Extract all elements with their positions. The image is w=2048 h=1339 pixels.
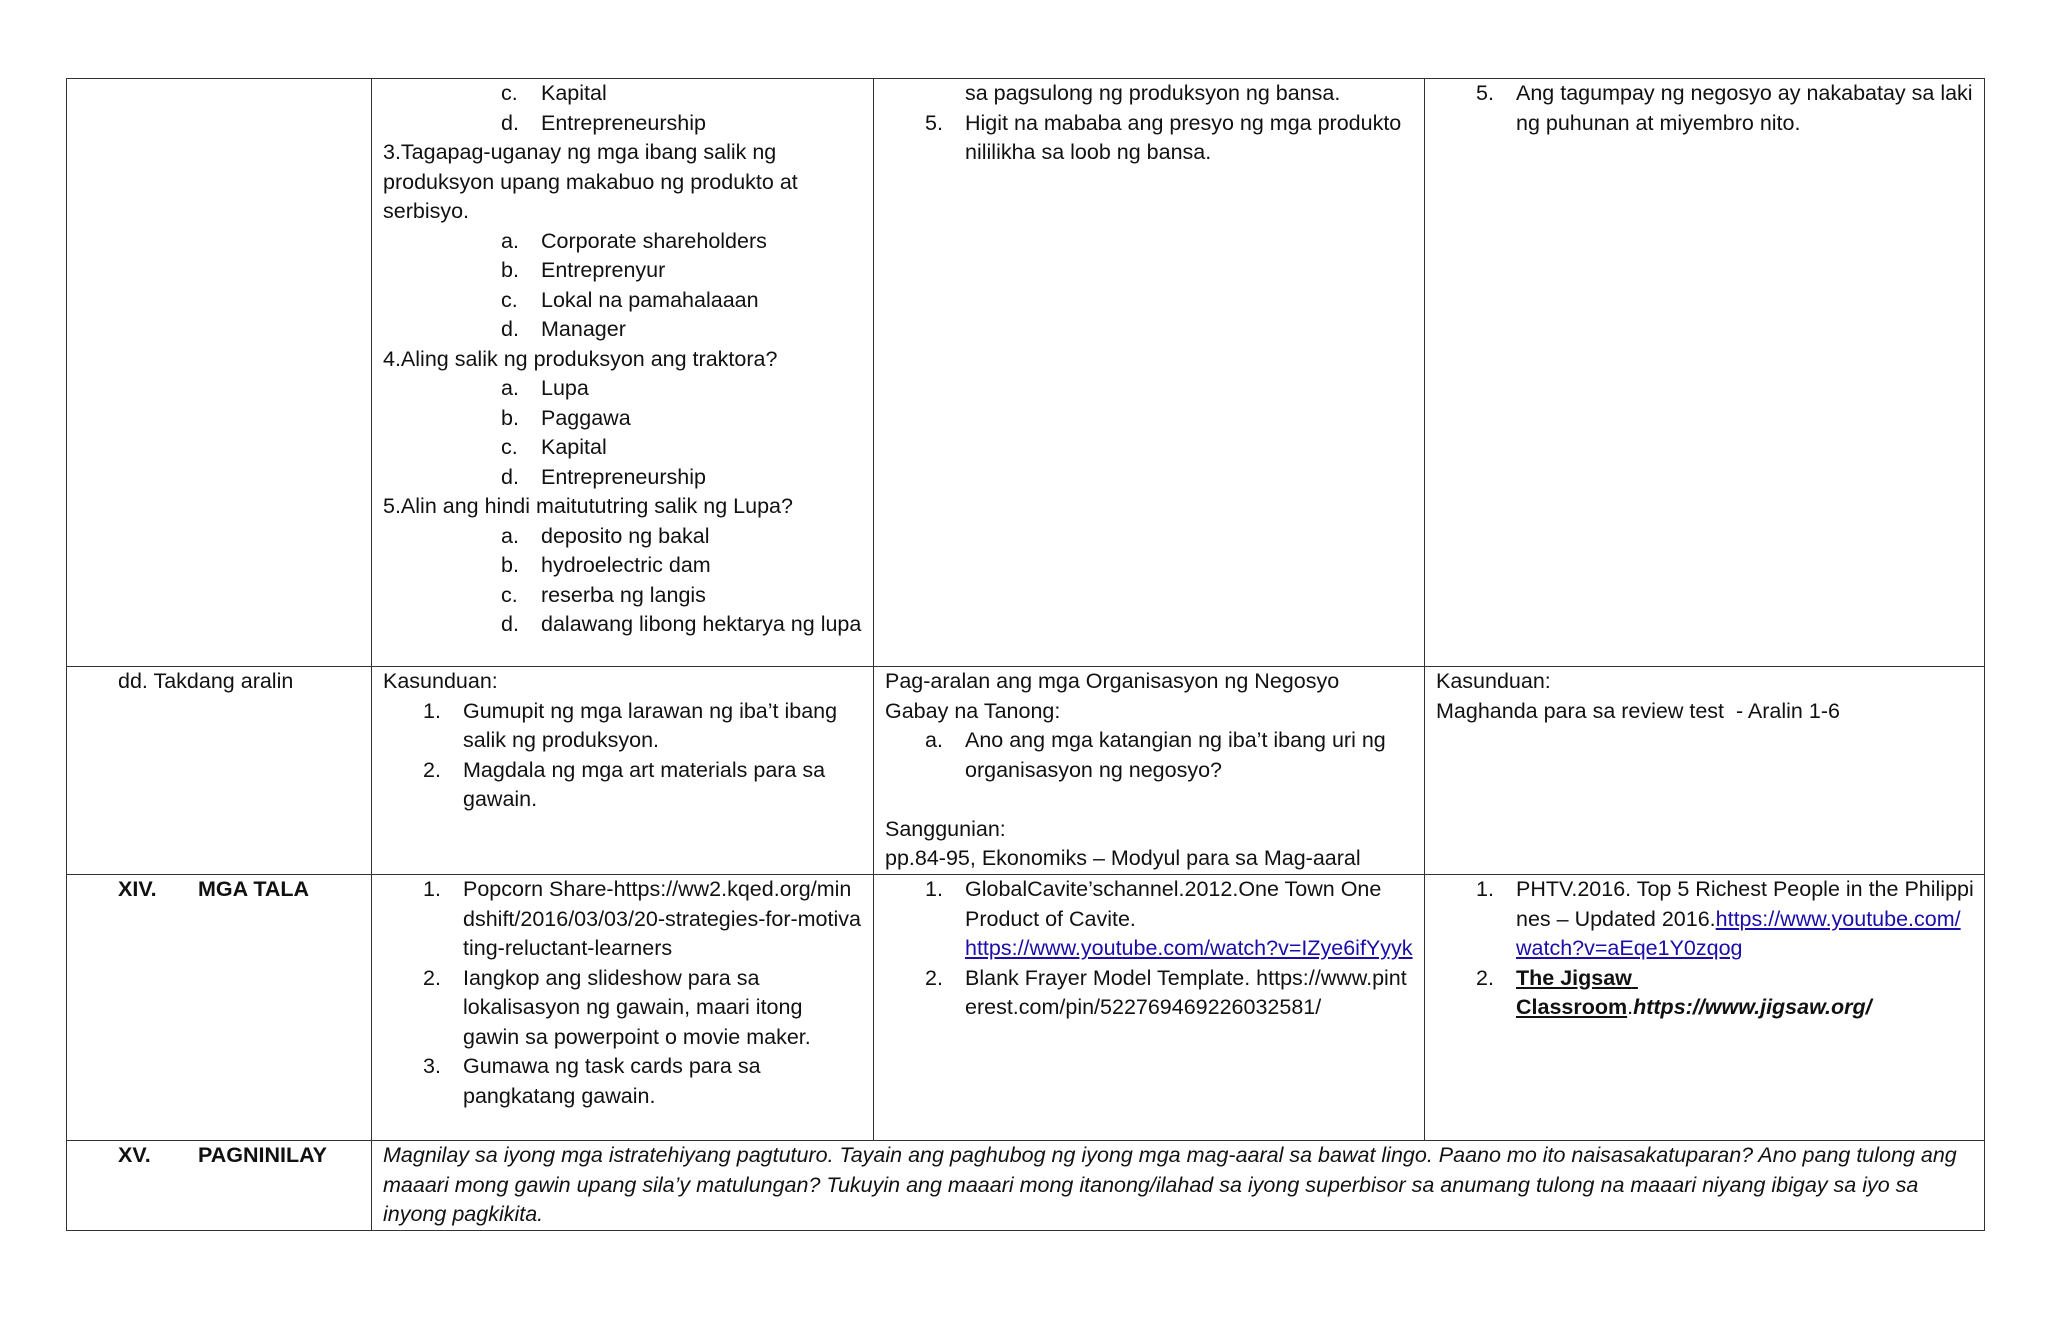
quiz-option xyxy=(383,79,863,109)
quiz-question-text: 5.Alin ang hindi maitututring salik ng Lupa? xyxy=(383,494,793,518)
quiz-question-text: 3.Tagapag-uganay ng mga ibang salik ng produksyon upang makabuo ng produkto at serbisyo. xyxy=(383,140,804,223)
reference-text: pp.84-95, Ekonomiks – Modyul para sa Mag-aaral xyxy=(885,846,1361,870)
assignment-instruction: Pag-aralan ang mga Organisasyon ng Negosyo xyxy=(885,669,1340,693)
mga-tala-col3-cell xyxy=(874,875,1425,1141)
list-item-text: Ang tagumpay ng negosyo ay nakabatay sa laki ng puhunan at miyembro nito. xyxy=(1516,81,1979,135)
list-item-text: Higit na mababa ang presyo ng mga produkto nililikha sa loob ng bansa. xyxy=(965,110,1408,164)
quiz-row-label-cell xyxy=(67,79,372,667)
section-title: MGA TALA xyxy=(198,877,310,901)
quiz-col2-list xyxy=(383,79,863,640)
quiz-row xyxy=(67,79,1985,667)
quiz-option xyxy=(383,227,863,257)
list-marker: 2. xyxy=(925,965,943,990)
option-text: Paggawa xyxy=(541,405,631,430)
list-item-text: GlobalCavite’schannel.2012.One Town One Product of Cavite. xyxy=(965,877,1388,931)
list-marker: a. xyxy=(925,728,943,752)
roman-numeral: XIV. xyxy=(118,877,157,901)
list-marker: 1. xyxy=(1476,877,1494,901)
list-item-text: Iangkop ang slideshow para sa lokalisasyon ng gawain, maari itong gawin sa powerpoint o movie maker. xyxy=(463,965,811,1049)
quiz-option xyxy=(383,256,863,286)
quiz-question xyxy=(383,492,863,522)
row-label xyxy=(78,1141,361,1171)
guide-question-title: Gabay na Tanong: xyxy=(885,698,1061,723)
list-item xyxy=(885,875,1414,964)
spacer xyxy=(885,785,1414,815)
option-marker: d. xyxy=(501,464,519,489)
mga-tala-label-cell xyxy=(67,875,372,1141)
quiz-option xyxy=(383,522,863,552)
takdang-aralin-col2-cell xyxy=(372,667,874,875)
mga-tala-row xyxy=(67,875,1985,1141)
list-item xyxy=(383,697,863,756)
list-item-text: sa pagsulong ng produksyon ng bansa. xyxy=(965,81,1341,105)
list-marker: 2. xyxy=(423,757,441,782)
quiz-option xyxy=(383,581,863,611)
roman-numeral: XV. xyxy=(118,1143,151,1167)
mga-tala-col2-cell xyxy=(372,875,874,1141)
option-text: deposito ng bakal xyxy=(541,523,710,548)
reference-text: PHTV.2016. Top 5 Richest People in the Philippines – Updated 2016. xyxy=(1516,877,1974,931)
option-text: Manager xyxy=(541,317,626,341)
row-label xyxy=(78,875,361,905)
option-text: Lokal na pamahalaaan xyxy=(541,287,759,312)
list-item xyxy=(383,964,863,1053)
list-marker: 3. xyxy=(423,1054,441,1078)
list-marker: 1. xyxy=(423,698,441,723)
option-text: reserba ng langis xyxy=(541,582,706,607)
separator-dot: . xyxy=(1627,995,1634,1019)
option-marker: a. xyxy=(501,376,519,400)
list-item-text: Gumupit ng mga larawan ng iba’t ibang salik ng produksyon. xyxy=(463,698,844,752)
option-marker: b. xyxy=(501,405,519,430)
option-marker: c. xyxy=(501,435,518,459)
list-item xyxy=(1436,964,1974,1023)
quiz-question xyxy=(383,345,863,375)
lesson-plan-table xyxy=(66,78,1985,1231)
kasunduan-title: Kasunduan: xyxy=(383,669,498,693)
row-label: dd. Takdang aralin xyxy=(118,669,294,693)
list-item xyxy=(885,109,1414,168)
takdang-aralin-label-cell xyxy=(67,667,372,875)
list-marker: 5. xyxy=(925,110,943,135)
option-text: Corporate shareholders xyxy=(541,228,767,253)
list-marker: 5. xyxy=(1476,81,1494,105)
takdang-aralin-row xyxy=(67,667,1985,875)
option-text: Kapital xyxy=(541,435,607,459)
option-marker: d. xyxy=(501,317,519,341)
list-item-text xyxy=(1516,875,1974,964)
kasunduan-text: Maghanda para sa review test - Aralin 1-6 xyxy=(1436,698,1840,723)
list-item xyxy=(1436,79,1979,138)
list-item xyxy=(383,756,863,815)
quiz-option xyxy=(383,374,863,404)
option-marker: b. xyxy=(501,258,519,282)
list-item-text: Magdala ng mga art materials para sa gawain. xyxy=(463,757,832,811)
list-item xyxy=(383,1052,863,1111)
option-text: Entrepreneurship xyxy=(541,464,706,489)
list-item-text: Ano ang mga katangian ng iba’t ibang uri ng organisasyon ng negosyo? xyxy=(965,728,1392,782)
quiz-question xyxy=(383,138,863,227)
option-marker: c. xyxy=(501,81,518,105)
section-title: PAGNINILAY xyxy=(198,1143,328,1167)
option-text: Entreprenyur xyxy=(541,258,666,282)
list-item xyxy=(383,875,863,964)
option-marker: a. xyxy=(501,523,519,548)
youtube-link[interactable]: https://www.youtube.com/watch?v=aEqe1Y0zqog xyxy=(1516,906,1961,960)
list-marker: 1. xyxy=(925,877,943,901)
option-text: Entrepreneurship xyxy=(541,110,706,135)
list-item-text: Blank Frayer Model Template. https://www.pinterest.com/pin/522769469226032581/ xyxy=(965,965,1407,1019)
youtube-link[interactable]: https://www.youtube.com/watch?v=IZye6ifYyyk xyxy=(965,936,1413,960)
quiz-option xyxy=(383,109,863,139)
quiz-col4-cell xyxy=(1425,79,1985,667)
list-item xyxy=(885,726,1414,785)
option-text: dalawang libong hektarya ng lupa xyxy=(541,612,862,636)
pagninilay-text-cell xyxy=(372,1141,1985,1231)
list-marker: 2. xyxy=(1476,965,1494,990)
list-marker: 1. xyxy=(423,877,441,901)
quiz-option xyxy=(383,404,863,434)
list-item-text: Gumawa ng task cards para sa pangkatang gawain. xyxy=(463,1054,767,1108)
quiz-col3-cell xyxy=(874,79,1425,667)
kasunduan-title: Kasunduan: xyxy=(1436,669,1551,693)
option-marker: b. xyxy=(501,553,519,577)
quiz-option xyxy=(383,551,863,581)
quiz-question-text: 4.Aling salik ng produksyon ang traktora? xyxy=(383,346,778,371)
option-marker: d. xyxy=(501,110,519,135)
option-marker: c. xyxy=(501,287,518,312)
option-marker: a. xyxy=(501,228,519,253)
quiz-option xyxy=(383,433,863,463)
option-text: Kapital xyxy=(541,81,607,105)
option-text: hydroelectric dam xyxy=(541,553,711,577)
quiz-col2-cell xyxy=(372,79,874,667)
option-marker: d. xyxy=(501,612,519,636)
pagninilay-label-cell xyxy=(67,1141,372,1231)
jigsaw-classroom-link[interactable]: The Jigsaw Classroom xyxy=(1516,965,1638,1019)
list-item xyxy=(885,964,1414,1023)
pagninilay-row xyxy=(67,1141,1985,1231)
quiz-option xyxy=(383,610,863,640)
jigsaw-url: https://www.jigsaw.org/ xyxy=(1633,995,1872,1019)
list-item xyxy=(1436,875,1974,964)
option-text: Lupa xyxy=(541,376,589,400)
quiz-option xyxy=(383,463,863,493)
quiz-option xyxy=(383,315,863,345)
takdang-aralin-col4-cell xyxy=(1425,667,1985,875)
reflection-text: Magnilay sa iyong mga istratehiyang pagtuturo. Tayain ang paghubog ng iyong mga mag-aaral sa bawat lingo. Paano mo ito naisasakatuparan? Ano pang tulong ang maaari mong gawin upang sila’y matulungan? Tukuyin ang maaari mong itanong/ilahad sa iyong superbisor sa anumang tulong na maaari niyang ibigay sa iyo sa inyong pagkikita. xyxy=(383,1143,1963,1226)
list-item-text: Popcorn Share-https://ww2.kqed.org/mindshift/2016/03/03/20-strategies-for-motivating-reluctant-learners xyxy=(463,877,861,960)
list-item-text xyxy=(1516,964,1974,1023)
mga-tala-col4-cell xyxy=(1425,875,1985,1141)
takdang-aralin-col3-cell xyxy=(874,667,1425,875)
option-marker: c. xyxy=(501,582,518,607)
list-marker: 2. xyxy=(423,965,441,990)
quiz-option xyxy=(383,286,863,316)
list-item xyxy=(885,79,1414,109)
reference-title: Sanggunian: xyxy=(885,816,1006,841)
